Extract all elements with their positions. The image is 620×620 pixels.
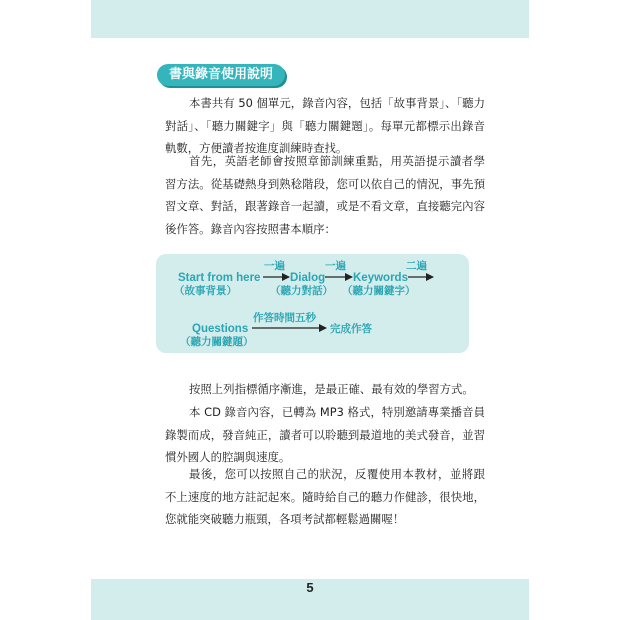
- section-title: 書與錄音使用說明: [157, 64, 285, 86]
- flow-keywords-en: Keywords: [353, 272, 408, 284]
- paragraph-closing: 最後，您可以按照自己的狀況，反覆使用本教材，並將跟不上速度的地方註記起來。隨時給自己的聽力作健診，很快地，您就能突破聽力瓶頸，各項考試都輕鬆過關喔！: [165, 467, 485, 527]
- flow-finish: 完成作答: [330, 323, 372, 335]
- flow-start-en: Start from here: [178, 272, 261, 284]
- paragraph-method: 首先，英語老師會按照章節訓練重點，用英語提示讀者學習方法。從基礎熱身到熟稔階段，您可以依自己的情況，事先預習文章、對話，跟著錄音一起讀，或是不看文章，直接聽完內容後作答。錄音內容按照書本順序：: [165, 154, 485, 236]
- flow-svg: [156, 254, 469, 353]
- paragraph-intro: 本書共有 50 個單元，錄音內容，包括「故事背景」、「聽力對話」、「聽力關鍵字」與「聽力關鍵題」。每單元都標示出錄音軌數，方便讀者按進度訓練時查找。: [165, 96, 485, 156]
- flow-questions-en: Questions: [192, 323, 249, 335]
- flow-arrow3-label: 二遍: [406, 260, 427, 272]
- flow-dialog-en: Dialog: [290, 272, 326, 284]
- flow-dialog-zh: （聽力對話）: [270, 285, 333, 297]
- flow-arrow2-label: 一遍: [325, 260, 346, 272]
- flow-arrow1-label: 一遍: [264, 260, 285, 272]
- flow-start-zh: （故事背景）: [174, 285, 237, 297]
- flow-keywords-zh: （聽力關鍵字）: [342, 285, 416, 297]
- paragraph-cd: 本 CD 錄音內容，已轉為 MP3 格式，特別邀請專業播音員錄製而成，發音純正，讀者可以聆聽到最道地的美式發音，並習慣外國人的腔調與速度。: [165, 405, 485, 465]
- flow-questions-zh: （聽力關鍵題）: [180, 336, 254, 348]
- page-number: 5: [306, 580, 314, 595]
- paragraph-guidance: 按照上列指標循序漸進，是最正確、最有效的學習方式。: [189, 382, 474, 396]
- header-band: [91, 0, 529, 38]
- flow-arrow4-label: 作答時間五秒: [253, 312, 316, 324]
- listening-flow-diagram: [156, 254, 469, 353]
